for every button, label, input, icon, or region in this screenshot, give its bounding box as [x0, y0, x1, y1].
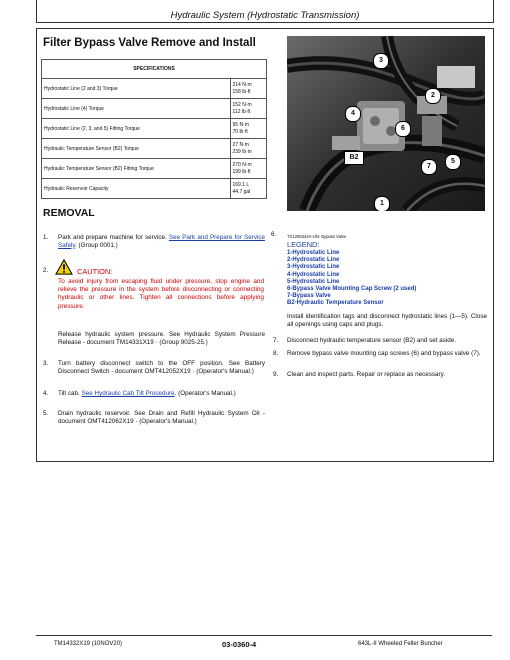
spec-label: Hydrostatic Line (2 and 3) Torque — [42, 79, 231, 99]
table-row — [42, 99, 267, 119]
footer-doc-id: TM14332X19 (10NOV20) — [54, 641, 123, 647]
step-text: Disconnect hydraulic temperature sensor (B2) and set aside. — [287, 337, 457, 344]
caution-text: To avoid injury from escaping fluid under pressure, stop engine and relieve the pressure in the system before disconnecting or connecting hydraulic or other lines. Tighten all connections before applying pressure. — [58, 278, 264, 310]
spec-value: 152 N·m 112 lb·ft — [230, 99, 267, 119]
bypass-valve-photo — [287, 36, 485, 211]
header-title: Hydraulic System (Hydrostatic Transmission) — [170, 10, 360, 21]
list-item: 7-Bypass Valve — [287, 293, 331, 300]
footer-machine: 643L-II Wheeled Feller Buncher — [358, 641, 443, 647]
step-text: Tilt cab. See Hydraulic Cab Tilt Procedure. (Operator's Manual.) — [58, 390, 236, 397]
caution-row — [43, 256, 269, 276]
step-number: 9. — [273, 371, 279, 378]
callout-b2: B2 — [344, 151, 364, 165]
step-text: Clean and inspect parts. Repair or replace as necessary. — [287, 371, 446, 378]
step-text: Release hydraulic system pressure. See Hydraulic System Pressure Release - document TM14331X19 · (Group 9025-25.) — [58, 331, 265, 346]
callout-5: 5 — [445, 154, 461, 170]
page-header — [36, 0, 494, 23]
step-text: Park and prepare machine for service. See Park and Prepare for Service Safely. (Group 0001.) — [58, 234, 266, 249]
section-title: Filter Bypass Valve Remove and Install — [43, 37, 256, 49]
list-item: B2-Hydraulic Temperature Sensor — [287, 300, 384, 307]
legend-list — [287, 250, 416, 308]
removal-heading: REMOVAL — [43, 207, 95, 219]
step-number: 7. — [273, 337, 279, 344]
legend-instructions: Install identification tags and disconnect hydrostatic lines (1—5). Close all openings using caps and plugs. — [287, 313, 487, 328]
list-item: 2-Hydrostatic Line — [287, 257, 340, 264]
spec-label: Hydraulic Temperature Sensor (B2) Fitting Torque — [42, 159, 231, 179]
legend-title: LEGEND: — [287, 240, 320, 249]
list-item: 1-Hydrostatic Line — [287, 250, 340, 256]
spec-value: 169.1 L 44.7 gal — [230, 179, 267, 199]
callout-4: 4 — [345, 106, 361, 122]
list-item: 6-Bypass Valve Mounting Cap Screw (2 used) — [287, 286, 417, 293]
table-row — [42, 139, 267, 159]
spec-label: Hydrostatic Line (2, 3, and 5) Fitting Torque — [42, 119, 231, 139]
step-number: 6. — [271, 231, 277, 238]
warning-triangle-icon — [55, 259, 73, 275]
step-text: Drain hydraulic reservoir. See Drain and Refill Hydraulic System Oil - document OMT412062X19 · (Operator's Manual.) — [58, 410, 265, 425]
specifications-heading: SPECIFICATIONS — [42, 60, 267, 79]
spec-value: 95 N·m 70 lb·ft — [230, 119, 267, 139]
table-row — [42, 159, 267, 179]
spec-value: 214 N·m 158 lb·ft — [230, 79, 267, 99]
page-number: 03-0360-4 — [222, 640, 257, 649]
callout-1: 1 — [374, 196, 390, 211]
figure-caption: TX1285344A-UN: Bypass Valve — [287, 234, 347, 239]
spec-value: 270 N·m 199 lb·ft — [230, 159, 267, 179]
step-number: 5. — [43, 410, 49, 417]
step-number: 2. — [43, 267, 49, 274]
content-panel — [36, 28, 494, 462]
caution-label: CAUTION: — [77, 267, 113, 276]
step-number: 1. — [43, 234, 49, 241]
table-row — [42, 79, 267, 99]
step-text: Turn battery disconnect switch to the OFF position. See Battery Disconnect Switch - document OMT412052X19 · (Operator's Manual.) — [58, 360, 265, 375]
callout-2: 2 — [425, 88, 441, 104]
specifications-table — [41, 59, 267, 199]
cab-tilt-link[interactable]: See Hydraulic Cab Tilt Procedure — [81, 390, 175, 397]
list-item: 3-Hydrostatic Line — [287, 264, 340, 271]
list-item: 4-Hydrostatic Line — [287, 271, 340, 278]
park-prepare-link[interactable]: See Park and Prepare for Service Safely — [58, 234, 266, 249]
callout-6: 6 — [395, 121, 411, 137]
table-row — [42, 119, 267, 139]
spec-value: 27 N·m 239 lb·in — [230, 139, 267, 159]
step-number: 8. — [273, 350, 279, 357]
spec-label: Hydraulic Temperature Sensor (B2) Torque — [42, 139, 231, 159]
footer-divider — [36, 635, 492, 636]
callout-7: 7 — [421, 159, 437, 175]
step-number: 4. — [43, 390, 49, 397]
callout-3: 3 — [373, 53, 389, 69]
spec-label: Hydraulic Reservoir Capacity — [42, 179, 231, 199]
table-row — [42, 179, 267, 199]
spec-label: Hydrostatic Line (4) Torque — [42, 99, 231, 119]
list-item: 5-Hydrostatic Line — [287, 278, 340, 285]
step-text: Remove bypass valve mounting cap screws (6) and bypass valve (7). — [287, 350, 481, 357]
step-number: 3. — [43, 360, 49, 367]
